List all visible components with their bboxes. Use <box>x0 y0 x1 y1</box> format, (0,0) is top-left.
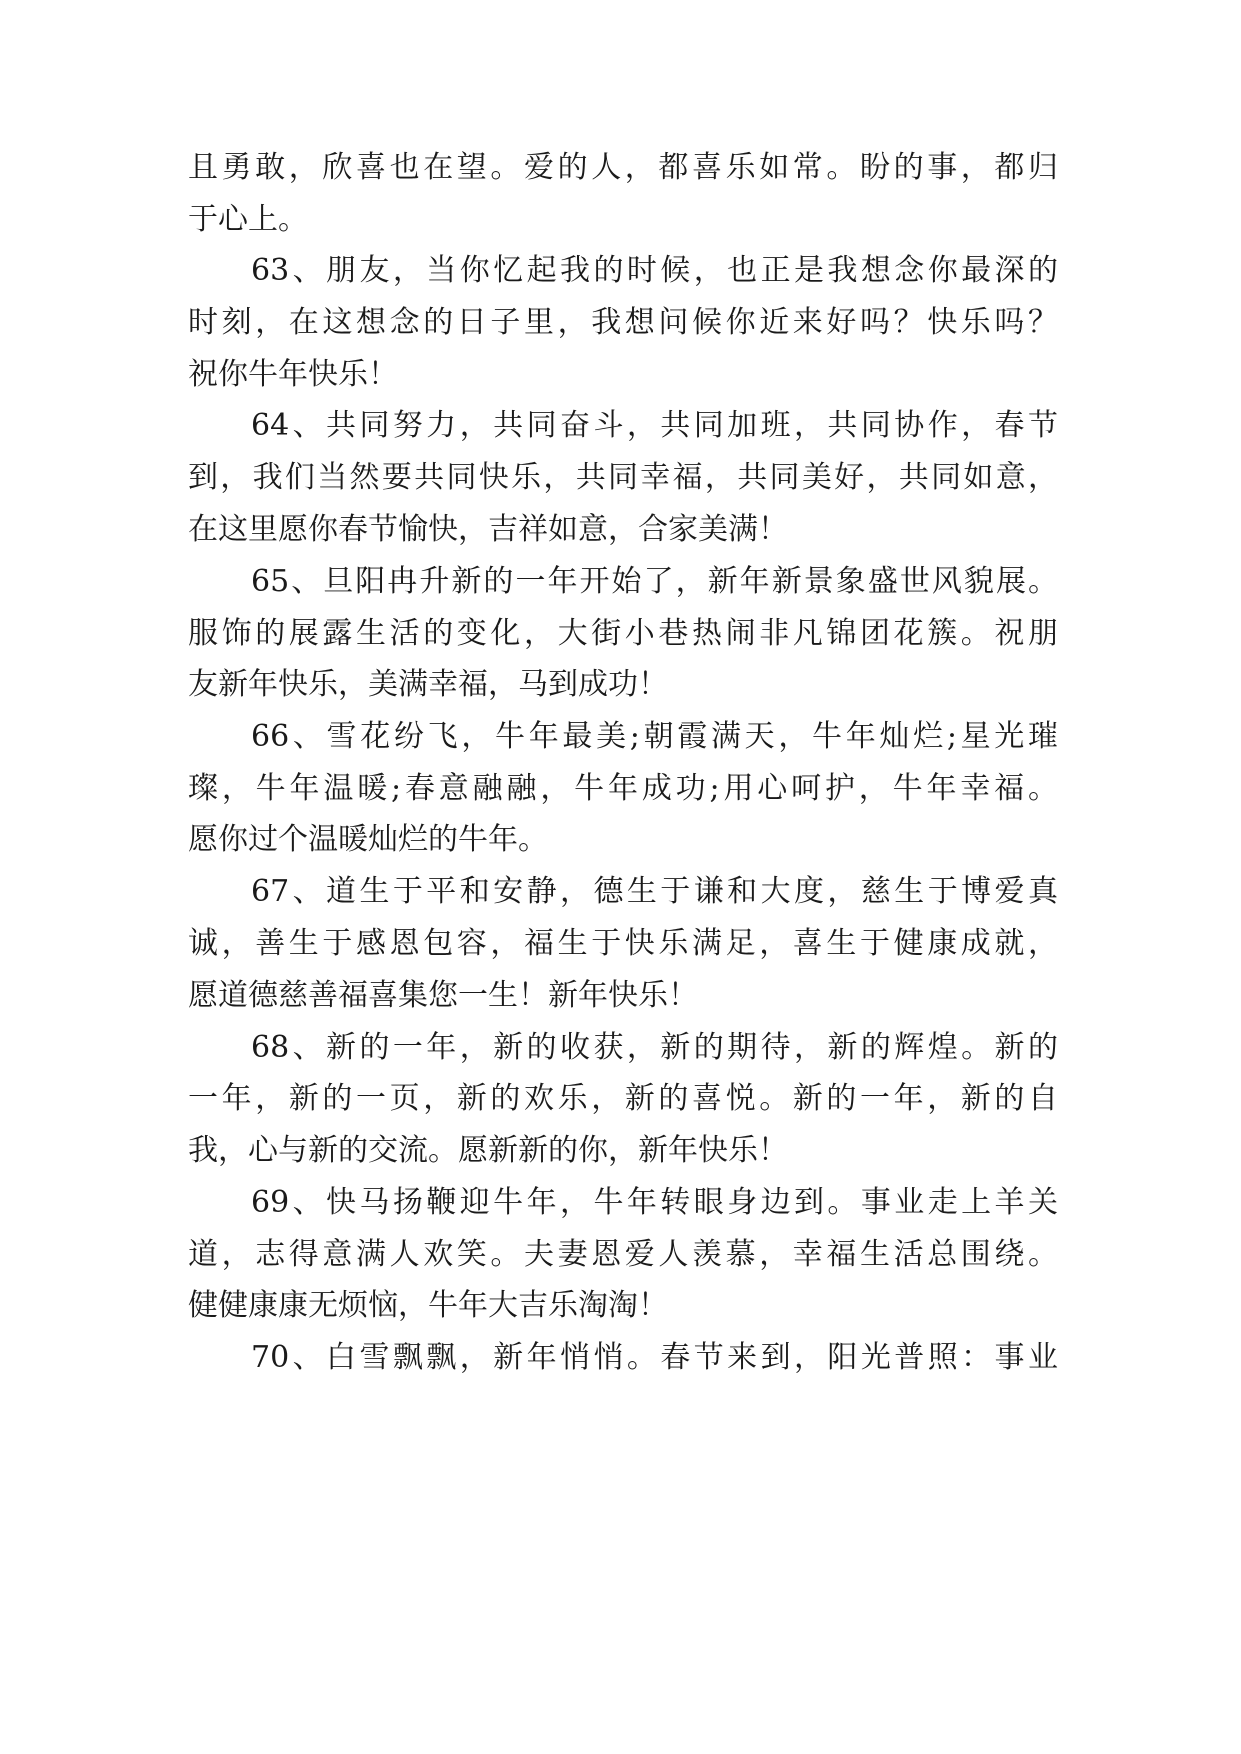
paragraph-69-first-line: 69、快马扬鞭迎牛年，牛年转眼身边到。事业走上羊关 <box>251 1185 1058 1220</box>
text-line: 健健康康无烦恼，牛年大吉乐淘淘！ <box>188 1288 668 1323</box>
text-line: 服饰的展露生活的变化，大街小巷热闹非凡锦团花簇。祝朋 <box>188 616 1058 651</box>
text-line: 道，志得意满人欢笑。夫妻恩爱人羡慕，幸福生活总围绕。 <box>188 1237 1058 1272</box>
text-line: 愿你过个温暖灿烂的牛年。 <box>188 822 548 857</box>
paragraph-68-first-line: 68、新的一年，新的收获，新的期待，新的辉煌。新的 <box>251 1030 1058 1065</box>
paragraph-63-first-line: 63、朋友，当你忆起我的时候，也正是我想念你最深的 <box>251 253 1058 288</box>
text-line: 祝你牛年快乐！ <box>188 357 398 392</box>
paragraph-64-first-line: 64、共同努力，共同奋斗，共同加班，共同协作，春节 <box>251 408 1058 443</box>
text-line: 我，心与新的交流。愿新新的你，新年快乐！ <box>188 1133 788 1168</box>
text-line: 一年，新的一页，新的欢乐，新的喜悦。新的一年，新的自 <box>188 1081 1058 1116</box>
text-line: 且勇敢，欣喜也在望。爱的人，都喜乐如常。盼的事，都归 <box>188 150 1058 185</box>
text-line: 在这里愿你春节愉快，吉祥如意，合家美满！ <box>188 512 788 547</box>
text-line: 愿道德慈善福喜集您一生！新年快乐！ <box>188 978 698 1013</box>
paragraph-67-first-line: 67、道生于平和安静，德生于谦和大度，慈生于博爱真 <box>251 874 1058 909</box>
paragraph-70-first-line: 70、白雪飘飘，新年悄悄。春节来到，阳光普照：事业 <box>251 1340 1058 1375</box>
text-line: 诚，善生于感恩包容，福生于快乐满足，喜生于健康成就， <box>188 926 1058 961</box>
text-line: 友新年快乐，美满幸福，马到成功！ <box>188 667 668 702</box>
text-line: 于心上。 <box>188 202 308 237</box>
text-line: 时刻，在这想念的日子里，我想问候你近来好吗？快乐吗？ <box>188 305 1058 340</box>
text-line: 璨，牛年温暖;春意融融，牛年成功;用心呵护，牛年幸福。 <box>188 771 1058 806</box>
text-line: 到，我们当然要共同快乐，共同幸福，共同美好，共同如意， <box>188 460 1058 495</box>
paragraph-65-first-line: 65、旦阳冉升新的一年开始了，新年新景象盛世风貌展。 <box>251 564 1058 599</box>
paragraph-66-first-line: 66、雪花纷飞，牛年最美;朝霞满天，牛年灿烂;星光璀 <box>251 719 1058 754</box>
